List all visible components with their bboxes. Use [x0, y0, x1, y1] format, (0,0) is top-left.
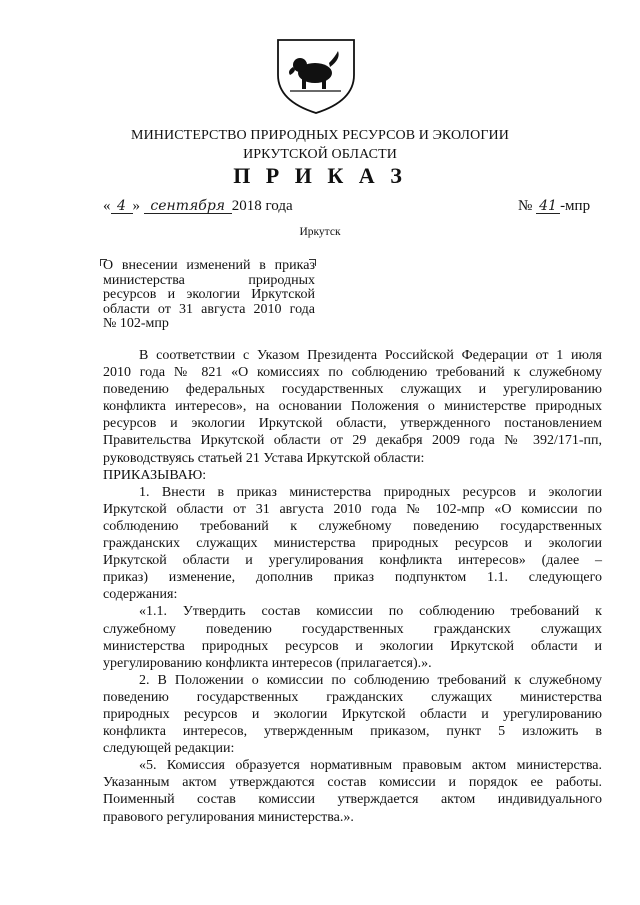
body-line: содержания:: [103, 587, 178, 603]
date-year: 2018 года: [231, 198, 293, 214]
body-line: правового регулирования министерства.».: [103, 809, 354, 825]
body-line: Указанным актом утверждаются состав комиссии и порядок ее работы.: [103, 775, 602, 791]
body-line: поведению государственных гражданских служащих министерства: [103, 689, 602, 705]
order-number: [518, 198, 590, 215]
ministry-name-line2: ИРКУТСКОЙ ОБЛАСТИ: [243, 147, 397, 162]
babr-icon: [289, 51, 339, 89]
body-line: Правительства Иркутской области от 29 декабря 2009 года № 392/171-пп,: [103, 433, 602, 449]
body-line: «1.1. Утвердить состав комиссии по соблюдению требований к: [139, 604, 602, 620]
item-2-paragraph: [103, 672, 602, 757]
number-value: 41: [536, 199, 560, 214]
number-suffix: -мпр: [560, 198, 591, 214]
order-subject: [103, 259, 315, 332]
date-month: сентября: [144, 199, 232, 214]
city-name: Иркутск: [299, 226, 341, 238]
body-line: конфликта интересов, утвержденным приказом, пункт 5 изложить в: [103, 724, 602, 740]
item-5-quote-paragraph: [103, 757, 602, 825]
body-line: природных ресурсов и экологии Иркутской области и урегулированию: [103, 706, 602, 722]
body-line: «5. Комиссия образуется нормативным правовым актом министерства.: [139, 758, 602, 774]
body-line: поведению федеральных государственных служащих и урегулированию: [103, 382, 602, 398]
body-line: гражданских служащих министерства природных ресурсов и экологии: [103, 536, 602, 552]
item-1-paragraph: [103, 484, 602, 604]
order-word: ПРИКАЗЫВАЮ:: [103, 467, 207, 483]
date-close-quote: »: [132, 198, 140, 214]
body-line: следующей редакции:: [103, 741, 235, 757]
date-open-quote: «: [103, 198, 111, 214]
body-line: 2. В Положении о комиссии по соблюдению требований к служебному: [139, 672, 602, 688]
body-line: Иркутской области и урегулирования конфликта интересов» (далее –: [103, 553, 602, 569]
ministry-name-line1: МИНИСТЕРСТВО ПРИРОДНЫХ РЕСУРСОВ И ЭКОЛОГИИ: [131, 128, 509, 143]
body-line: служебному поведению государственных гражданских служащих: [103, 621, 602, 637]
body-line: Поименный состав комиссии утверждается актом индивидуального: [103, 792, 602, 808]
subject-line: министерства природных: [103, 272, 315, 288]
body-line: приказ) изменение, дополнив приказ подпунктом 1.1. следующего: [103, 570, 602, 586]
body-line: 2010 года № 821 «О комиссиях по соблюдению требований к служебному: [103, 365, 602, 381]
body-line: министерства природных ресурсов и экологии Иркутской области и: [103, 638, 602, 654]
body-line: конфликта интересов», на основании Положения о министерстве природных: [103, 399, 602, 415]
subject-line: О внесении изменений в приказ: [103, 258, 315, 273]
subject-line: области от 31 августа 2010 года: [103, 301, 315, 317]
item-1-1-paragraph: [103, 603, 602, 671]
number-prefix: №: [518, 198, 533, 214]
subject-line: ресурсов и экологии Иркутской: [103, 287, 315, 302]
coat-of-arms-emblem: [275, 37, 357, 115]
body-line: ресурсов и экологии Иркутской области, утвержденного постановлением: [103, 416, 602, 432]
body-line: Иркутской области от 31 августа 2010 года № 102-мпр «О комиссии по: [103, 501, 602, 517]
subject-line: № 102-мпр: [103, 316, 169, 331]
body-line: соблюдению требований к служебному поведению государственных: [103, 518, 602, 534]
body-line: руководствуясь статьей 21 Устава Иркутской области:: [103, 450, 425, 466]
date-day: 4: [111, 199, 133, 214]
order-body: [103, 347, 602, 826]
body-line: 1. Внести в приказ министерства природных ресурсов и экологии: [139, 484, 602, 500]
document-title: П Р И К А З: [233, 163, 407, 188]
preamble-paragraph: [103, 347, 602, 467]
body-line: В соответствии с Указом Президента Российской Федерации от 1 июля: [139, 348, 602, 363]
order-date: [103, 198, 293, 215]
body-line: урегулированию конфликта интересов (прилагается).».: [103, 655, 432, 671]
